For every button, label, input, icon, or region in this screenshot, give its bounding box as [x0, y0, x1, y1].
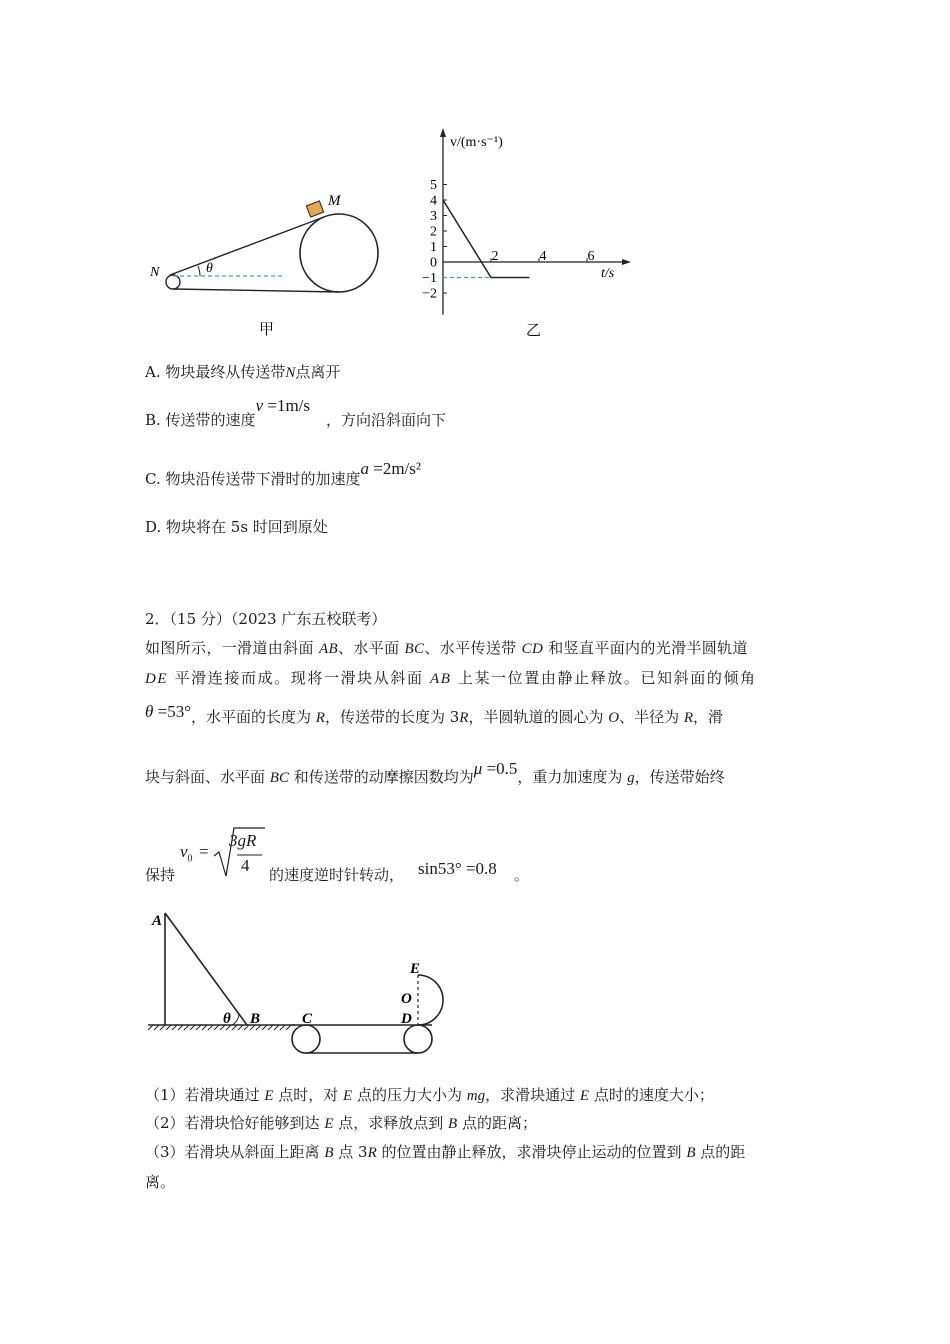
- q2-l3-d: 、半径为: [619, 708, 684, 726]
- q2-mu-formula: [474, 759, 518, 778]
- q2-header: 2．（15 分）（2023 广东五校联考）: [145, 610, 387, 628]
- y-axis-label: v/(m·s⁻¹): [450, 135, 503, 150]
- block-m: [306, 201, 323, 217]
- q2-l4-d: ，传送带始终: [634, 768, 725, 786]
- q2-mu-value: =0.5: [482, 759, 518, 778]
- q2-l2-b: 上某一位置由静止释放。已知斜面的倾角: [451, 669, 757, 687]
- q2-v0-eq: =: [199, 842, 209, 861]
- sq1-b: 点时，对: [273, 1086, 344, 1104]
- q2-l1-b: 、水平面: [338, 639, 405, 657]
- q2-l1-a: 如图所示，一滑道由斜面: [145, 639, 319, 657]
- sq2-bpt: B: [448, 1116, 458, 1132]
- q2-l3-r1: R: [315, 710, 325, 726]
- option-b-prefix: B. 传送带的速度: [145, 411, 256, 429]
- sq1-e2: E: [343, 1088, 353, 1104]
- q2-l1-bc: BC: [404, 641, 425, 657]
- option-d: [145, 517, 328, 537]
- y-tick-label: 4: [430, 193, 437, 209]
- x-tick-label: 2: [491, 249, 499, 264]
- q2-line2: [145, 668, 757, 689]
- sq2-a: （2）若滑块恰好能够到达: [145, 1114, 325, 1132]
- option-c-formula: [360, 459, 421, 478]
- q2-l3-c: ，半圆轨道的圆心为: [468, 708, 609, 726]
- q2-l3-r3: R: [683, 710, 694, 726]
- sq1-d: ，求滑块通过: [485, 1086, 580, 1104]
- option-a-var: N: [285, 365, 296, 381]
- sq3-c: 的位置由静止释放，求滑块停止运动的位置到: [376, 1143, 687, 1161]
- q2-l2-a: 平滑连接而成。现将一滑块从斜面: [168, 669, 430, 687]
- theta-arc: [232, 1014, 239, 1025]
- q2-l1-ab: AB: [318, 641, 339, 657]
- label-a: A: [152, 913, 163, 929]
- sq1-mg: mg: [466, 1088, 486, 1104]
- x-tick-label: 4: [539, 249, 547, 264]
- x-axis-arrow: [622, 259, 631, 265]
- roller-d: [404, 1025, 432, 1053]
- caption-yi: 乙: [526, 323, 542, 339]
- label-n: N: [150, 265, 160, 280]
- q2-theta-formula: [145, 702, 191, 721]
- y-tick-label: −2: [422, 286, 437, 302]
- x-tick-label: 6: [587, 249, 595, 264]
- y-tick-label: 5: [430, 178, 437, 193]
- option-b: [145, 396, 447, 430]
- q2-v0-sub: 0: [187, 853, 193, 865]
- label-c: C: [302, 1011, 313, 1027]
- q2-l3-r2: R: [459, 710, 469, 726]
- option-a-suffix: 点离开: [295, 363, 341, 381]
- option-c-prefix: C. 物块沿传送带下滑时的加速度: [145, 470, 361, 488]
- label-b: B: [250, 1011, 261, 1027]
- q2-l4-c: ，重力加速度为: [517, 768, 628, 786]
- figure-jia: [140, 180, 400, 350]
- sq2-c: 点的距离；: [457, 1114, 537, 1132]
- figure-track: [140, 905, 450, 1065]
- q2-v0: v: [180, 842, 188, 861]
- option-a-prefix: A. 物块最终从传送带: [145, 363, 286, 381]
- q2-l3-o: O: [608, 710, 620, 726]
- label-e: E: [410, 961, 421, 977]
- q2-l2-de: DE: [145, 671, 169, 687]
- pulley-large: [300, 214, 378, 292]
- label-theta: θ: [206, 261, 213, 276]
- q2-line1: [145, 638, 748, 659]
- label-o: O: [401, 991, 412, 1007]
- vt-chart: [410, 125, 640, 345]
- option-b-value: =1m/s: [263, 396, 311, 415]
- q2-l3-a: ，水平面的长度为: [191, 708, 316, 726]
- q2-l3-e: ，滑: [693, 708, 724, 726]
- y-tick-label: 2: [430, 224, 437, 240]
- x-axis-label: t/s: [601, 266, 615, 281]
- y-tick-label: −1: [422, 271, 437, 286]
- q2-l1-c: 、水平传送带: [424, 639, 522, 657]
- pulley-small: [166, 275, 180, 289]
- q2-l5-a: 保持: [145, 866, 176, 884]
- y-tick-label: 1: [430, 240, 437, 255]
- belt-bottom: [173, 289, 339, 292]
- q2-l2-ab: AB: [429, 671, 452, 687]
- sq3-b1: B: [324, 1145, 334, 1161]
- sub-question-3-line2: 离。: [145, 1173, 176, 1191]
- option-c-value: =2m/s²: [368, 459, 421, 478]
- q2-fraction-num: 3gR: [229, 831, 257, 850]
- sq3-d: 点的距: [695, 1143, 746, 1161]
- slope-ab: [165, 913, 247, 1025]
- q2-l4-a: 块与斜面、水平面: [145, 768, 270, 786]
- sq2-b: 点，求释放点到: [333, 1114, 449, 1132]
- series-line-v: [443, 200, 529, 278]
- sub-question-1: [145, 1085, 714, 1106]
- label-theta-track: θ: [223, 1011, 231, 1027]
- q2-line3: [145, 702, 724, 728]
- q2-theta: θ: [145, 702, 154, 721]
- label-d: D: [401, 1011, 412, 1027]
- q2-l5-b: 的速度逆时针转动，: [269, 866, 405, 884]
- q2-l3-b: ，传送带的长度为 3: [324, 708, 460, 726]
- sq1-c: 点的压力大小为: [352, 1086, 467, 1104]
- q2-l4-b: 和传送带的动摩擦因数均为: [288, 768, 474, 786]
- roller-c: [292, 1025, 320, 1053]
- sq2-e: E: [324, 1116, 334, 1132]
- semicircle-track: [418, 975, 443, 1025]
- angle-arc: [198, 266, 200, 276]
- sq1-a: （1）若滑块通过: [145, 1086, 265, 1104]
- sub-question-3: [145, 1142, 745, 1163]
- q2-l4-g: g: [627, 770, 635, 786]
- sq3-a: （3）若滑块从斜面上距离: [145, 1143, 325, 1161]
- q2-line4: [145, 759, 725, 788]
- sq3-r: R: [367, 1145, 377, 1161]
- y-axis-arrow: [440, 128, 446, 137]
- option-a: [145, 362, 340, 383]
- sub-question-2: [145, 1113, 537, 1134]
- sq1-e3: E: [579, 1088, 590, 1104]
- sq1-e1: E: [264, 1088, 274, 1104]
- q2-sin-formula: sin53° =0.8: [418, 859, 497, 878]
- q2-l1-d: 和竖直平面内的光滑半圆轨道: [543, 639, 748, 657]
- q2-fraction-den: 4: [241, 856, 250, 875]
- option-c-var: a: [360, 459, 369, 478]
- option-b-formula: [256, 396, 310, 415]
- sq3-b: 点 3: [333, 1143, 368, 1161]
- y-tick-label: 3: [430, 209, 437, 224]
- q2-mu: μ: [473, 759, 483, 778]
- option-b-suffix: ，方向沿斜面向下: [326, 411, 447, 429]
- label-m: M: [328, 193, 341, 209]
- q2-l5-c: 。: [514, 866, 530, 884]
- caption-jia: 甲: [259, 322, 275, 338]
- option-b-var: v: [255, 396, 264, 415]
- option-c: [145, 459, 421, 489]
- option-d-text: D. 物块将在 5s 时回到原处: [145, 518, 328, 536]
- q2-theta-value: =53°: [153, 702, 191, 721]
- q2-l1-cd: CD: [521, 641, 544, 657]
- y-tick-label: 0: [430, 255, 437, 271]
- sq3-b2: B: [686, 1145, 696, 1161]
- q2-l4-bc: BC: [269, 770, 289, 786]
- sq1-e: 点时的速度大小；: [589, 1086, 714, 1104]
- q2-v0-formula: [180, 842, 193, 864]
